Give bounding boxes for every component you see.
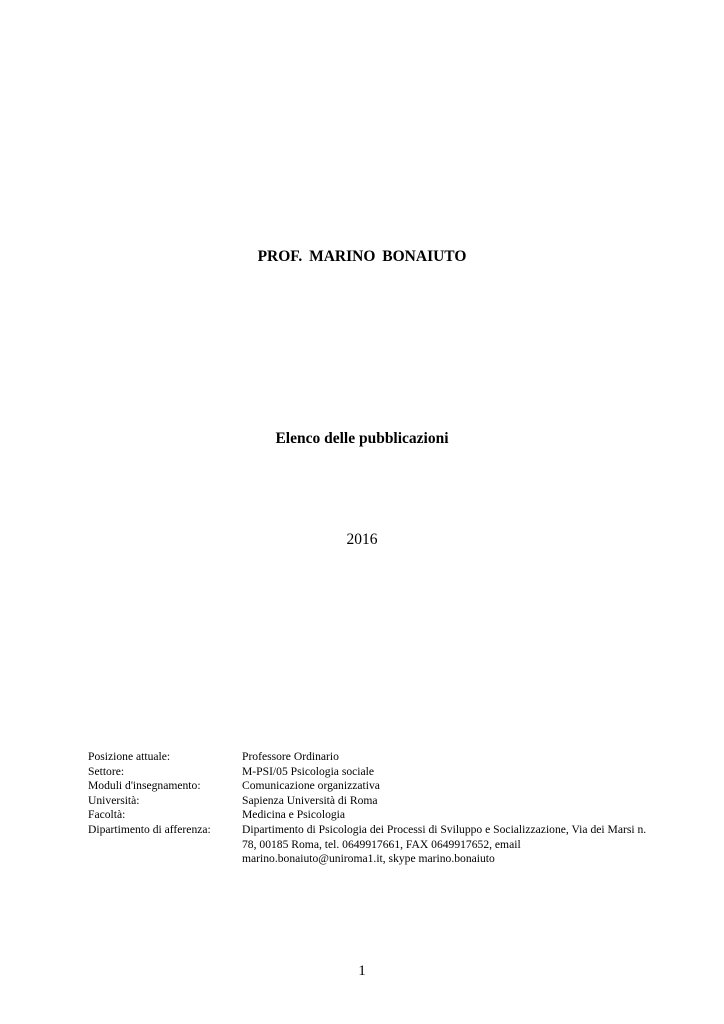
document-year: 2016 xyxy=(346,531,378,548)
info-value: Sapienza Università di Roma xyxy=(242,793,378,807)
info-label: Posizione attuale: xyxy=(88,750,171,763)
info-label: Settore: xyxy=(88,764,125,778)
info-label: Facoltà: xyxy=(88,808,126,822)
info-row-faculty xyxy=(88,808,648,823)
info-label: Università: xyxy=(88,793,140,807)
info-row-department xyxy=(88,823,648,867)
info-value: M-PSI/05 Psicologia sociale xyxy=(242,764,375,778)
page-number: 1 xyxy=(358,963,366,979)
info-row-university xyxy=(88,794,648,809)
info-label: Moduli d'insegnamento: xyxy=(88,779,201,793)
author-title: PROF. MARINO BONAIUTO xyxy=(257,248,467,265)
info-value: Medicina e Psicologia xyxy=(242,808,346,822)
info-row-position xyxy=(88,750,648,765)
info-row-sector xyxy=(88,765,648,780)
info-row-teaching-modules xyxy=(88,779,648,794)
info-value: Dipartimento di Psicologia dei Processi di Sviluppo e Socializzazione, Via dei Marsi n. 78, 00185 Roma, tel. 0649917661, FAX 0649917652, email marino.bonaiuto@uniroma1.it, skype marino.bonaiuto xyxy=(242,822,647,866)
info-value: Professore Ordinario xyxy=(242,750,339,763)
info-label: Dipartimento di afferenza: xyxy=(88,822,211,836)
info-value: Comunicazione organizzativa xyxy=(242,779,380,793)
document-subtitle: Elenco delle pubblicazioni xyxy=(275,430,449,447)
author-info-table xyxy=(88,750,648,867)
